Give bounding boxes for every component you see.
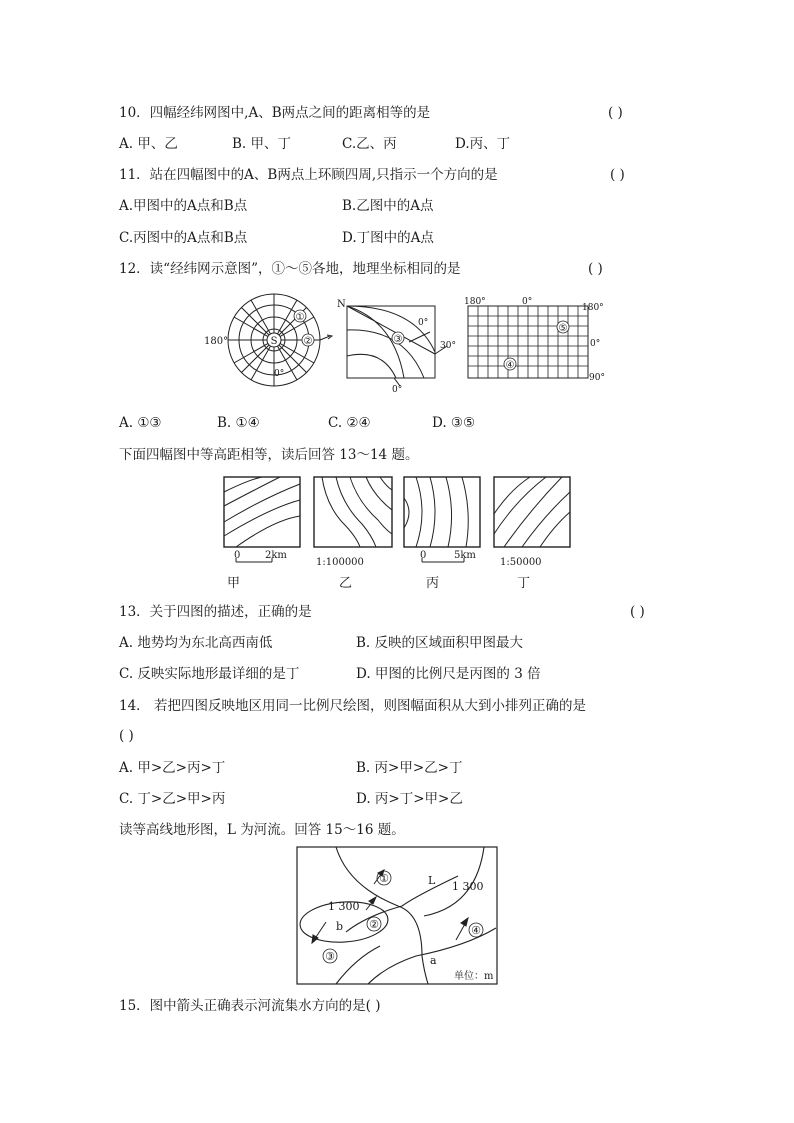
grid-marker-5: ⑤: [558, 323, 568, 334]
grid-equator-label: 0°: [590, 339, 601, 349]
yi-map-name: 乙: [339, 576, 353, 591]
q11-answer-paren: ( ): [610, 167, 625, 183]
intro-13-14: 下面四幅图中等高距相等，读后回答 13～14 题。: [119, 447, 419, 463]
quad-marker-3: ③: [393, 334, 403, 345]
polar-zero-label: 0°: [274, 369, 285, 379]
river-elev-right: 1 300: [452, 880, 484, 893]
polar-marker-1: ①: [295, 312, 305, 323]
contour-maps-figure: [218, 474, 578, 594]
river-label-l: L: [428, 874, 436, 887]
quad-north-label: N: [337, 299, 346, 310]
q15-stem: 15．图中箭头正确表示河流集水方向的是( ): [119, 998, 381, 1014]
polar-lon-label: 180°: [204, 336, 229, 347]
river-elev-left: 1 300: [328, 900, 360, 913]
intro-15-16: 读等高线地形图，L 为河流。回答 15～16 题。: [119, 822, 405, 838]
river-marker-4: ④: [471, 924, 481, 937]
q11-option-a: A.甲图中的A点和B点: [119, 198, 248, 214]
q11-stem: 11．站在四幅图中的A、B两点上环顾四周,只指示一个方向的是: [119, 167, 498, 183]
quad-zero-top-label: 0°: [418, 318, 429, 328]
quad-zero-bottom-label: 0°: [392, 385, 403, 395]
jia-map-name: 甲: [227, 576, 241, 591]
grid-left-label: 180°: [464, 297, 486, 307]
q14-option-b: B. 丙>甲>乙>丁: [356, 760, 463, 776]
q14-option-d: D. 丙>丁>甲>乙: [356, 791, 463, 807]
q12-answer-paren: ( ): [588, 261, 603, 277]
q11-option-c: C.丙图中的A点和B点: [119, 230, 248, 246]
q14-answer-paren: ( ): [119, 728, 134, 744]
q10-answer-paren: ( ): [608, 105, 623, 121]
polar-center-label: S: [270, 336, 278, 347]
q13-option-d: D. 甲图的比例尺是丙图的 3 倍: [356, 666, 541, 682]
river-label-a: a: [430, 954, 437, 967]
q10-option-a: A. 甲、乙: [119, 136, 178, 152]
grid-mid-label: 0°: [522, 297, 533, 307]
q13-stem: 13．关于四图的描述，正确的是: [119, 604, 312, 620]
q11-option-b: B.乙图中的A点: [342, 198, 434, 214]
q10-option-c: C.乙、丙: [342, 136, 397, 152]
jia-scale-zero: 0: [234, 550, 241, 561]
q12-option-c: C. ②④: [328, 415, 371, 431]
q14-option-c: C. 丁>乙>甲>丙: [119, 791, 226, 807]
q14-option-a: A. 甲>乙>丙>丁: [119, 760, 226, 776]
q12-option-d: D. ③⑤: [432, 415, 476, 431]
yi-scale: 1:100000: [316, 557, 364, 568]
q13-option-a: A. 地势均为东北高西南低: [119, 635, 273, 651]
grid-right-label: 180°: [582, 303, 604, 313]
jia-scale-dist: 2km: [265, 550, 287, 561]
bing-map-name: 丙: [426, 576, 440, 591]
river-contour-map: [296, 846, 500, 986]
grid-marker-4: ④: [505, 360, 515, 371]
river-marker-2: ②: [369, 918, 379, 931]
river-marker-3: ③: [325, 950, 335, 963]
bing-scale-dist: 5km: [454, 550, 476, 561]
q10-option-d: D.丙、丁: [455, 136, 511, 152]
q10-option-b: B. 甲、丁: [232, 136, 292, 152]
ding-scale: 1:50000: [500, 557, 542, 568]
polar-graticule-figure: [196, 296, 346, 388]
grid-graticule-figure: [458, 296, 608, 388]
quadrant-graticule-figure: [334, 296, 464, 395]
quad-lat-label: 30°: [440, 341, 456, 351]
q13-option-b: B. 反映的区域面积甲图最大: [356, 635, 524, 651]
q12-option-a: A. ①③: [119, 415, 162, 431]
q13-option-c: C. 反映实际地形最详细的是丁: [119, 666, 300, 682]
q11-option-d: D.丁图中的A点: [342, 230, 434, 246]
q10-stem: 10．四幅经纬网图中,A、B两点之间的距离相等的是: [119, 105, 431, 121]
q12-stem: 12．读“经纬网示意图”，①～⑤各地，地理坐标相同的是: [119, 261, 461, 277]
river-unit-label: 单位：m: [454, 971, 494, 982]
river-marker-1: ①: [379, 872, 389, 885]
q14-stem: 14． 若把四图反映地区用同一比例尺绘图，则图幅面积从大到小排列正确的是: [119, 698, 586, 714]
q13-answer-paren: ( ): [630, 604, 645, 620]
bing-scale-zero: 0: [420, 550, 427, 561]
q12-option-b: B. ①④: [217, 415, 260, 431]
ding-map-name: 丁: [517, 576, 531, 591]
grid-pole-label: 90°: [589, 373, 605, 383]
polar-marker-2: ②: [303, 336, 313, 347]
river-label-b: b: [336, 920, 344, 933]
